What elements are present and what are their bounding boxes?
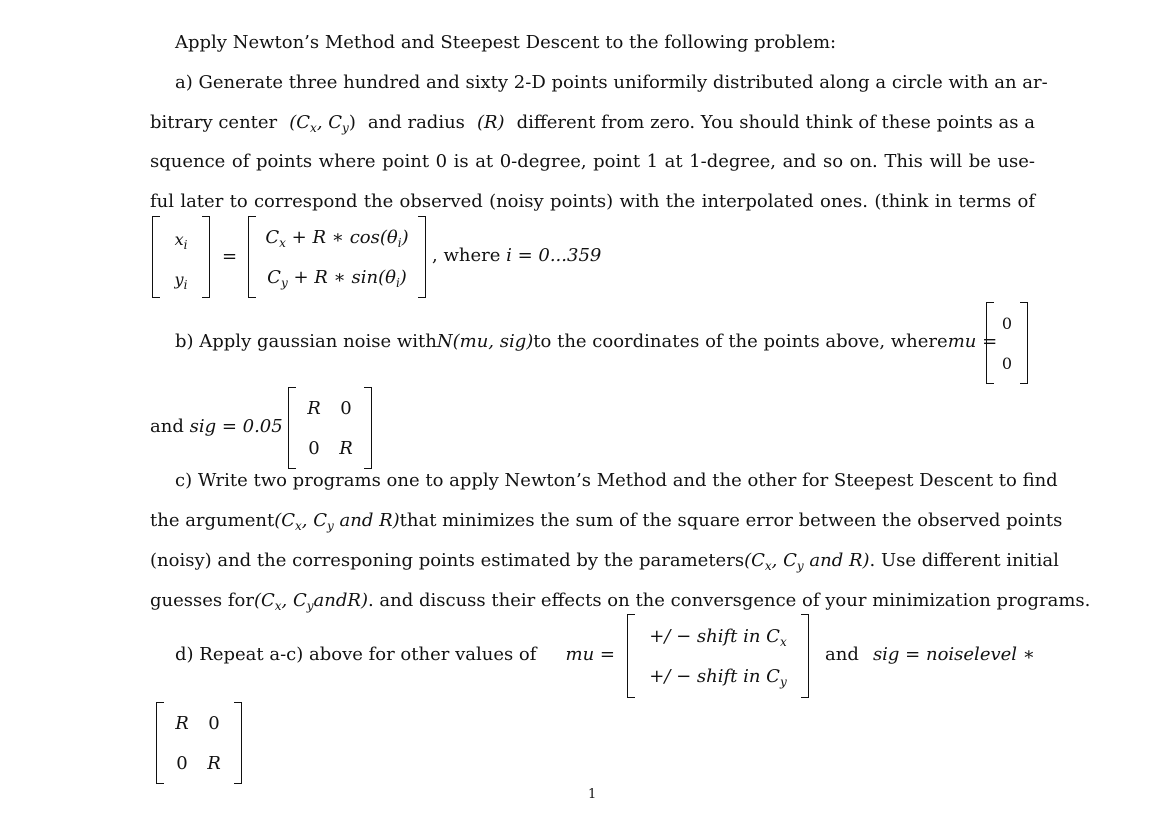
noise-level-expression: sig = noiselevel ∗ bbox=[872, 644, 1035, 665]
equation-rhs-matrix: $C_x + R$ ∗ $\cos(\theta_i)$ $C_y + R$ ∗ $\sin(\theta_i)$ bbox=[248, 216, 426, 298]
part-a-line3: squence of points where point 0 is at 0-degree, point 1 at 1-degree, and so on. This will be use- bbox=[150, 151, 1035, 172]
center-symbol: ($C_x$, $C_y$) bbox=[289, 112, 356, 135]
part-d-sig: and sig = noiselevel ∗ bbox=[825, 644, 1035, 665]
normal-distribution: N(mu, sig) bbox=[436, 331, 534, 352]
param-tuple: ($C_x$, $C_y$ and R) bbox=[274, 510, 400, 533]
part-d-mu-equals: mu = bbox=[565, 644, 615, 665]
shift-vector-matrix: +/ − shift in $C_x$ +/ − shift in $C_y$ bbox=[627, 614, 809, 698]
equation-where: , where i = 0...359 bbox=[432, 245, 602, 266]
part-c-line3: (noisy) and the corresponing points estimated by the parameters ($C_x$, $C_y$ and R) . Use different initial bbox=[150, 550, 1059, 573]
part-a-line4: ful later to correspond the observed (noisy points) with the interpolated ones. (think in terms of bbox=[150, 191, 1035, 212]
part-a-line2-start: bitrary center bbox=[150, 112, 278, 133]
part-a-line2 bbox=[150, 112, 1035, 139]
eq-y-label: y bbox=[174, 270, 184, 289]
part-c-line4: guesses for ($C_x$, $C_yandR$) . and discuss their effects on the conversgence of your minimization programs. bbox=[150, 590, 1091, 613]
part-d-text: d) Repeat a-c) above for other values of bbox=[175, 644, 537, 665]
part-d-line bbox=[175, 644, 615, 666]
intro-text: Apply Newton’s Method and Steepest Descent to the following problem: bbox=[175, 32, 837, 53]
part-a-line2-end: different from zero. You should think of these points as a bbox=[516, 112, 1035, 133]
equation-lhs-matrix: $x_i$ $y_i$ bbox=[152, 216, 210, 298]
part-a-line2-mid: and radius bbox=[367, 112, 465, 133]
part-c-line2: the argument ($C_x$, $C_y$ and R) that minimizes the sum of the square error between the observed points bbox=[150, 510, 1035, 537]
part-c-line1: c) Write two programs one to apply Newton’s Method and the other for Steepest Descent to find bbox=[175, 470, 1058, 491]
radius-symbol: (R) bbox=[476, 112, 505, 133]
part-b-text: b) Apply gaussian noise with bbox=[175, 331, 437, 352]
equation-equals: = bbox=[222, 246, 238, 267]
part-a-line1: a) Generate three hundred and sixty 2-D points uniformily distributed along a circle with an ar- bbox=[175, 72, 1048, 93]
mu-vector-matrix: 0 0 bbox=[986, 302, 1028, 384]
part-b-text2: to the coordinates of the points above, where bbox=[533, 331, 948, 352]
sig-matrix: R 0 0 R bbox=[288, 387, 372, 469]
eq-x-label: x bbox=[174, 230, 184, 249]
page-number: 1 bbox=[588, 787, 597, 802]
sig-definition: and sig = 0.05 bbox=[150, 416, 283, 437]
noise-matrix: R 0 0 R bbox=[156, 702, 242, 784]
mu-equals: mu = bbox=[947, 331, 998, 352]
part-b-line bbox=[175, 331, 998, 353]
index-range: i = 0...359 bbox=[506, 245, 602, 266]
